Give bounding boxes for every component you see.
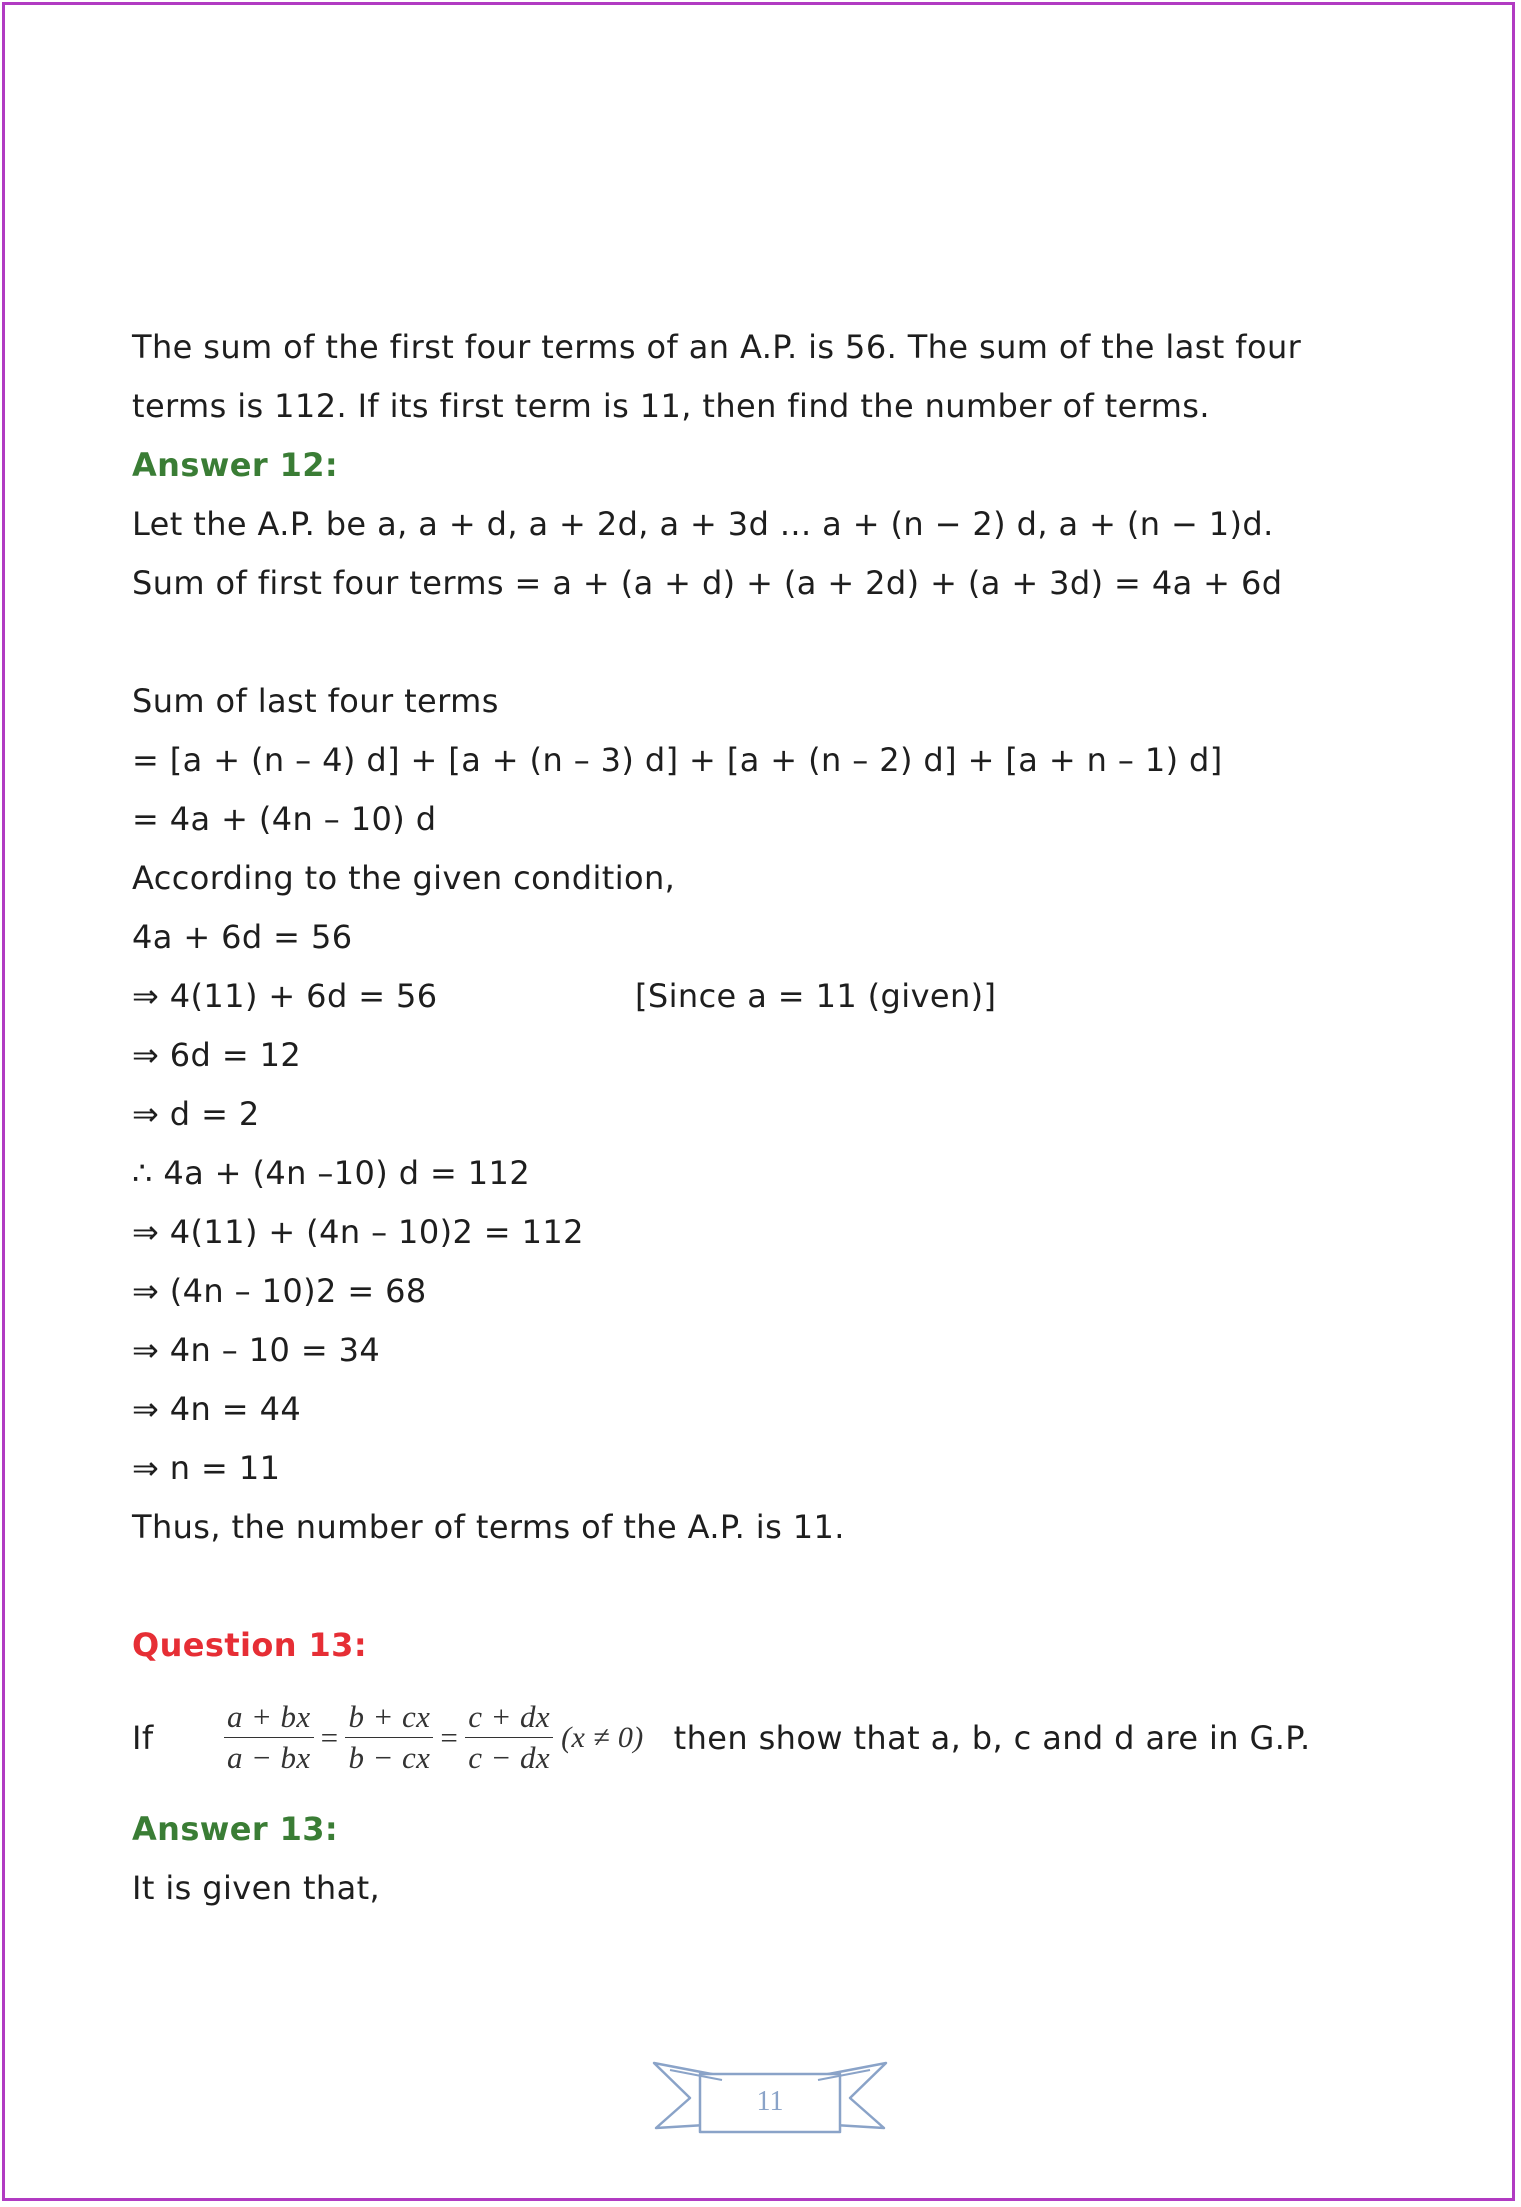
fraction-numerator: c + dx bbox=[465, 1699, 553, 1738]
fraction-denominator: a − bx bbox=[227, 1740, 311, 1775]
page-content bbox=[132, 318, 1392, 1918]
question12-text-line-2: terms is 112. If its first term is 11, then find the number of terms. bbox=[132, 387, 1210, 425]
spacer bbox=[132, 1557, 1392, 1616]
question13-statement bbox=[132, 1675, 1392, 1800]
answer12-line-7: 4a + 6d = 56 bbox=[132, 918, 353, 956]
equals-sign: = bbox=[320, 1719, 339, 1755]
question12-text-line-1: The sum of the first four terms of an A.P. is 56. The sum of the last four bbox=[132, 328, 1302, 366]
answer13-heading: Answer 13: bbox=[132, 1810, 339, 1848]
answer12-step: ⇒ d = 2 bbox=[132, 1095, 260, 1133]
answer12-line-8-equation: ⇒ 4(11) + 6d = 56 bbox=[132, 977, 438, 1015]
fraction-numerator: b + cx bbox=[345, 1699, 433, 1738]
answer12-line-4: = [a + (n – 4) d] + [a + (n – 3) d] + [a + (n – 2) d] + [a + n – 1) d] bbox=[132, 741, 1223, 779]
page-number: 11 bbox=[756, 2086, 784, 2117]
fraction-denominator: b − cx bbox=[348, 1740, 431, 1775]
spacer bbox=[132, 613, 1392, 672]
equals-sign: = bbox=[440, 1719, 459, 1755]
answer12-line-1: Let the A.P. be a, a + d, a + 2d, a + 3d ... a + (n − 2) d, a + (n − 1)d. bbox=[132, 505, 1274, 543]
answer13-line-1: It is given that, bbox=[132, 1869, 381, 1907]
answer12-step: ⇒ 4(11) + (4n – 10)2 = 112 bbox=[132, 1213, 584, 1251]
question13-suffix: then show that a, b, c and d are in G.P. bbox=[673, 1718, 1311, 1757]
answer12-line-2: Sum of first four terms = a + (a + d) + (a + 2d) + (a + 3d) = 4a + 6d bbox=[132, 564, 1283, 602]
answer12-heading: Answer 12: bbox=[132, 446, 339, 484]
answer12-step: ⇒ 6d = 12 bbox=[132, 1036, 302, 1074]
answer12-line-8-note: [Since a = 11 (given)] bbox=[635, 977, 997, 1015]
fraction bbox=[345, 1699, 433, 1776]
fraction bbox=[224, 1699, 314, 1776]
question13-heading: Question 13: bbox=[132, 1626, 368, 1664]
answer12-line-6: According to the given condition, bbox=[132, 859, 676, 897]
answer12-line-3: Sum of last four terms bbox=[132, 682, 499, 720]
question13-prefix: If bbox=[132, 1718, 154, 1757]
answer12-step: ⇒ 4n = 44 bbox=[132, 1390, 302, 1428]
answer12-step: ⇒ (4n – 10)2 = 68 bbox=[132, 1272, 427, 1310]
question13-condition: (x ≠ 0) bbox=[561, 1720, 644, 1754]
answer12-line-5: = 4a + (4n – 10) d bbox=[132, 800, 437, 838]
answer12-step: ∴ 4a + (4n –10) d = 112 bbox=[132, 1154, 531, 1192]
answer12-step: ⇒ n = 11 bbox=[132, 1449, 281, 1487]
fraction-numerator: a + bx bbox=[224, 1699, 314, 1738]
question13-equation bbox=[220, 1699, 644, 1776]
answer12-conclusion: Thus, the number of terms of the A.P. is 11. bbox=[132, 1508, 845, 1546]
answer12-step: ⇒ 4n – 10 = 34 bbox=[132, 1331, 381, 1369]
fraction-denominator: c − dx bbox=[468, 1740, 551, 1775]
answer12-line-8 bbox=[132, 967, 1392, 1026]
fraction bbox=[465, 1699, 553, 1776]
